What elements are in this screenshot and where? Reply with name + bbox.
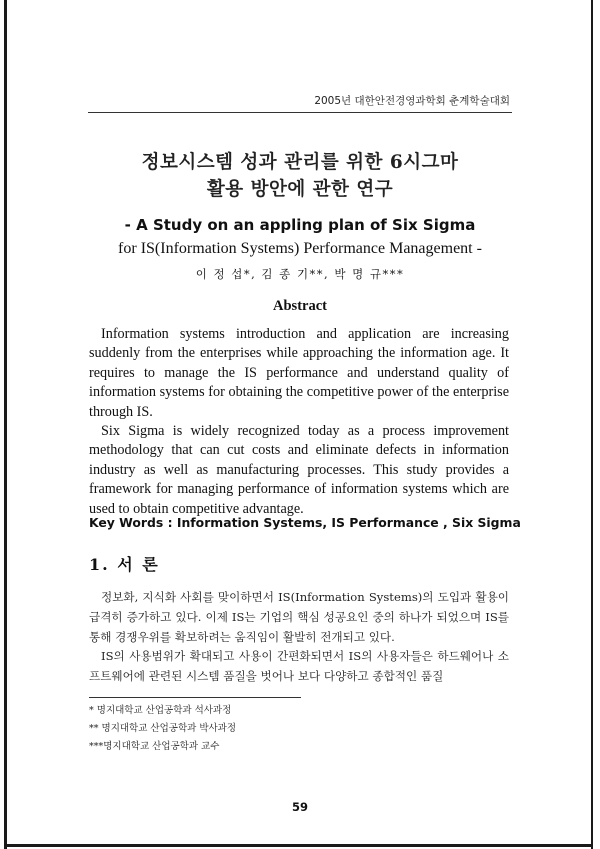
abstract-paragraph-1 xyxy=(89,325,509,422)
english-title-line-1: - A Study on an appling plan of Six Sigma xyxy=(124,216,476,234)
header-rule xyxy=(88,112,512,113)
english-title-line-2: for IS(Information Systems) Performance Management - xyxy=(118,240,482,257)
author-list: 이 정 섭*, 김 종 기**, 박 명 규*** xyxy=(195,267,405,281)
section-body xyxy=(89,588,509,687)
scan-border-right xyxy=(591,0,593,849)
body-paragraph-2: IS의 사용범위가 확대되고 사용이 간편화되면서 IS의 사용자들은 하드웨어나 소프트웨어에 관련된 시스템 품질을 벗어나 보다 다양하고 종합적인 품질 xyxy=(89,649,509,684)
section-heading-introduction: 1. 서 론 xyxy=(89,555,160,574)
scan-border-left xyxy=(4,0,7,849)
footnote-2: ** 명지대학교 산업공학과 박사과정 xyxy=(89,723,237,734)
running-header: 2005년 대한안전경영과학회 춘계학술대회 xyxy=(314,95,510,107)
scan-border-bottom xyxy=(4,844,593,847)
page-number: 59 xyxy=(291,800,308,814)
footnote-3: ***명지대학교 산업공학과 교수 xyxy=(89,741,220,752)
footnote-1: * 명지대학교 산업공학과 석사과정 xyxy=(89,705,232,716)
keywords: Key Words : Information Systems, IS Performance , Six Sigma xyxy=(89,515,521,530)
body-paragraph-1: 정보화, 지식화 사회를 맞이하면서 IS(Information Systems)의 도입과 활용이 급격히 증가하고 있다. 이제 IS는 기업의 핵심 성공요인 중의 하나가 되었으며 IS를 통해 경쟁우위를 확보하려는 움직임이 활발히 전개되고 있다. xyxy=(89,590,509,644)
abstract-text-1: Information systems introduction and application are increasing suddenly from the enterprises while approaching the information age. It requires to manage the IS performance and understand quality of information systems for obtaining the competitive power of the enterprise through IS. xyxy=(89,326,509,420)
footnotes xyxy=(89,702,236,756)
abstract-heading: Abstract xyxy=(273,298,327,314)
korean-title-line-1: 정보시스템 성과 관리를 위한 6시그마 xyxy=(141,152,459,173)
abstract-text-2: Six Sigma is widely recognized today as a process improvement methodology that can cut costs and eliminate defects in information industry as well as manufacturing processes. This study provides a framework for managing performance of information systems which are used to obtain competitive advantage. xyxy=(89,423,509,517)
footnote-rule xyxy=(89,697,301,698)
korean-title-line-2: 활용 방안에 관한 연구 xyxy=(206,179,394,200)
abstract-paragraph-2 xyxy=(89,422,509,519)
